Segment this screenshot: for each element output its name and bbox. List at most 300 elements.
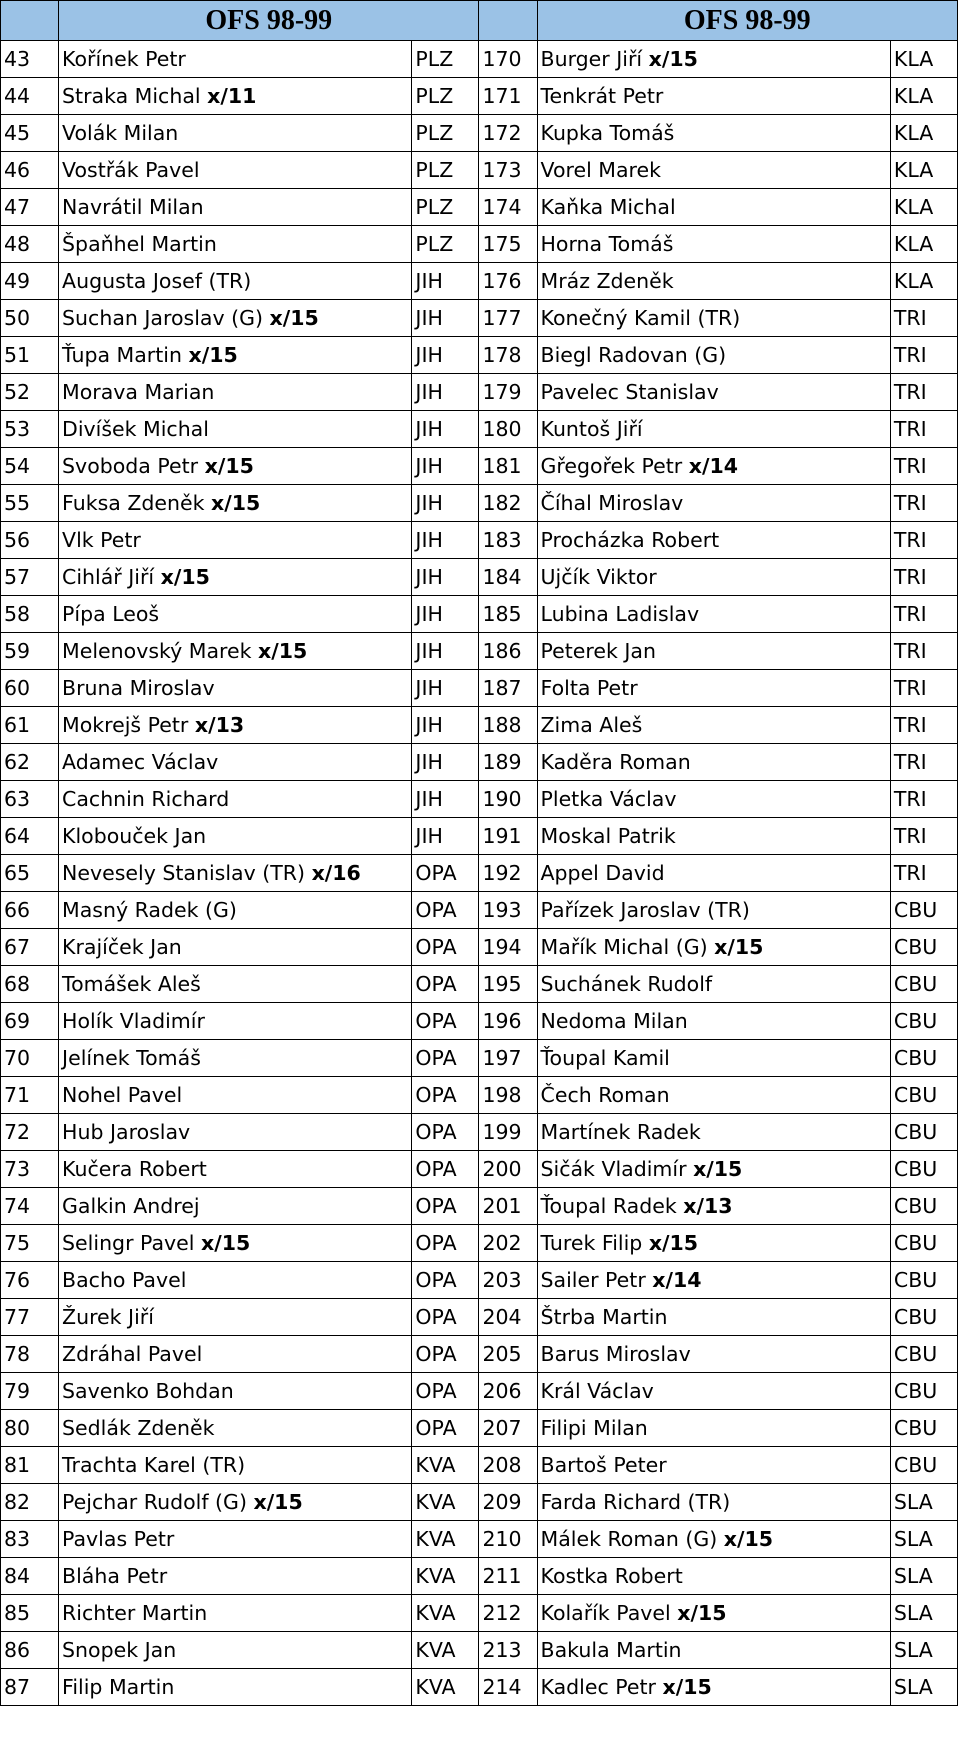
table-row	[1, 781, 958, 818]
left-number-cell: 84	[1, 1558, 59, 1595]
right-name-cell	[537, 929, 890, 966]
right-number-cell: 202	[479, 1225, 537, 1262]
left-club-cell: JIH	[412, 781, 479, 818]
left-name-cell	[59, 633, 412, 670]
right-name-cell	[537, 300, 890, 337]
right-club-cell: CBU	[890, 1225, 957, 1262]
left-name-cell	[59, 707, 412, 744]
player-name: Mokrejš Petr	[62, 713, 189, 737]
left-name-cell	[59, 855, 412, 892]
right-name-cell	[537, 152, 890, 189]
left-number-cell: 54	[1, 448, 59, 485]
header-spacer	[479, 1, 537, 41]
mark-label: x/15	[677, 1601, 727, 1625]
player-name: Moskal Patrik	[540, 824, 676, 848]
right-name-cell	[537, 78, 890, 115]
right-club-cell: SLA	[890, 1558, 957, 1595]
right-number-cell: 212	[479, 1595, 537, 1632]
right-club-cell: KLA	[890, 115, 957, 152]
left-name-cell	[59, 818, 412, 855]
right-club-cell: TRI	[890, 781, 957, 818]
left-number-cell: 80	[1, 1410, 59, 1447]
right-club-cell: CBU	[890, 1447, 957, 1484]
right-number-cell: 211	[479, 1558, 537, 1595]
right-club-cell: KLA	[890, 263, 957, 300]
left-club-cell: OPA	[412, 1188, 479, 1225]
right-name-cell	[537, 485, 890, 522]
player-name: Ťoupal Kamil	[540, 1046, 670, 1070]
player-name: Čech Roman	[540, 1083, 670, 1107]
right-name-cell	[537, 633, 890, 670]
right-club-cell: KLA	[890, 78, 957, 115]
player-name: Bartoš Peter	[540, 1453, 667, 1477]
left-name-cell	[59, 448, 412, 485]
player-name: Nevesely Stanislav (TR)	[62, 861, 306, 885]
left-number-cell: 68	[1, 966, 59, 1003]
left-name-cell	[59, 1669, 412, 1706]
right-club-cell: CBU	[890, 1262, 957, 1299]
player-name: Kupka Tomáš	[540, 121, 675, 145]
mark-label: x/15	[648, 47, 698, 71]
player-name: Konečný Kamil (TR)	[540, 306, 741, 330]
right-name-cell	[537, 115, 890, 152]
left-number-cell: 45	[1, 115, 59, 152]
left-name-cell	[59, 1447, 412, 1484]
right-number-cell: 213	[479, 1632, 537, 1669]
left-name-cell	[59, 1188, 412, 1225]
right-name-cell	[537, 263, 890, 300]
player-name: Horna Tomáš	[540, 232, 674, 256]
right-club-cell: SLA	[890, 1484, 957, 1521]
player-name: Kostka Robert	[540, 1564, 683, 1588]
left-club-cell: OPA	[412, 1299, 479, 1336]
player-name: Vostřák Pavel	[62, 158, 200, 182]
left-number-cell: 57	[1, 559, 59, 596]
player-name: Biegl Radovan (G)	[540, 343, 727, 367]
left-club-cell: KVA	[412, 1632, 479, 1669]
left-number-cell: 73	[1, 1151, 59, 1188]
right-name-cell	[537, 1299, 890, 1336]
player-name: Volák Milan	[62, 121, 179, 145]
left-name-cell	[59, 1484, 412, 1521]
mark-label: x/15	[201, 1231, 251, 1255]
right-club-cell: KLA	[890, 226, 957, 263]
mark-label: x/16	[311, 861, 361, 885]
table-row	[1, 411, 958, 448]
table-row	[1, 633, 958, 670]
table-row	[1, 596, 958, 633]
right-number-cell: 188	[479, 707, 537, 744]
left-number-cell: 85	[1, 1595, 59, 1632]
left-club-cell: OPA	[412, 1262, 479, 1299]
table-row	[1, 189, 958, 226]
table-row	[1, 1595, 958, 1632]
right-number-cell: 177	[479, 300, 537, 337]
player-name: Melenovský Marek	[62, 639, 252, 663]
right-club-cell: CBU	[890, 1077, 957, 1114]
right-number-cell: 182	[479, 485, 537, 522]
table-row	[1, 1669, 958, 1706]
player-name: Mráz Zdeněk	[540, 269, 674, 293]
right-number-cell: 172	[479, 115, 537, 152]
player-name: Kadlec Petr	[540, 1675, 656, 1699]
player-name: Burger Jiří	[540, 47, 643, 71]
table-row	[1, 448, 958, 485]
left-name-cell	[59, 892, 412, 929]
left-name-cell	[59, 1521, 412, 1558]
table-row	[1, 152, 958, 189]
right-club-cell: TRI	[890, 633, 957, 670]
player-name: Tenkrát Petr	[540, 84, 664, 108]
player-name: Mařík Michal (G)	[540, 935, 708, 959]
right-name-cell	[537, 337, 890, 374]
left-club-cell: OPA	[412, 1003, 479, 1040]
left-club-cell: OPA	[412, 929, 479, 966]
right-name-cell	[537, 1669, 890, 1706]
right-name-cell	[537, 818, 890, 855]
right-name-cell	[537, 1077, 890, 1114]
right-number-cell: 197	[479, 1040, 537, 1077]
right-name-cell	[537, 1632, 890, 1669]
table-row	[1, 1632, 958, 1669]
player-name: Sailer Petr	[540, 1268, 646, 1292]
left-club-cell: JIH	[412, 485, 479, 522]
player-name: Král Václav	[540, 1379, 654, 1403]
left-number-cell: 81	[1, 1447, 59, 1484]
right-club-cell: TRI	[890, 855, 957, 892]
left-number-cell: 63	[1, 781, 59, 818]
left-club-cell: OPA	[412, 1114, 479, 1151]
right-number-cell: 179	[479, 374, 537, 411]
table-row	[1, 1225, 958, 1262]
table-row	[1, 1040, 958, 1077]
mark-label: x/15	[648, 1231, 699, 1255]
player-name: Bacho Pavel	[62, 1268, 187, 1292]
player-name: Číhal Miroslav	[540, 491, 684, 515]
right-name-cell	[537, 1521, 890, 1558]
right-number-cell: 173	[479, 152, 537, 189]
right-number-cell: 178	[479, 337, 537, 374]
table-row	[1, 485, 958, 522]
player-name: Kučera Robert	[62, 1157, 207, 1181]
player-name: Selingr Pavel	[62, 1231, 195, 1255]
right-club-cell: TRI	[890, 337, 957, 374]
right-club-cell: TRI	[890, 559, 957, 596]
right-club-cell: TRI	[890, 448, 957, 485]
right-name-cell	[537, 855, 890, 892]
left-club-cell: JIH	[412, 522, 479, 559]
table-row	[1, 374, 958, 411]
player-name: Hub Jaroslav	[62, 1120, 191, 1144]
player-name: Filip Martin	[62, 1675, 175, 1699]
table-row	[1, 707, 958, 744]
right-number-cell: 207	[479, 1410, 537, 1447]
player-name: Cachnin Richard	[62, 787, 230, 811]
left-name-cell	[59, 1262, 412, 1299]
left-number-cell: 51	[1, 337, 59, 374]
right-number-cell: 174	[479, 189, 537, 226]
left-name-cell	[59, 1373, 412, 1410]
mark-label: x/15	[269, 306, 319, 330]
table-row	[1, 1373, 958, 1410]
left-number-cell: 60	[1, 670, 59, 707]
left-number-cell: 43	[1, 41, 59, 78]
player-name: Špaňhel Martin	[62, 232, 217, 256]
left-club-cell: OPA	[412, 966, 479, 1003]
right-name-cell	[537, 189, 890, 226]
right-number-cell: 203	[479, 1262, 537, 1299]
right-name-cell	[537, 1225, 890, 1262]
player-name: Folta Petr	[540, 676, 638, 700]
table-row	[1, 41, 958, 78]
player-name: Kaňka Michal	[540, 195, 676, 219]
left-club-cell: JIH	[412, 374, 479, 411]
left-club-cell: JIH	[412, 263, 479, 300]
left-number-cell: 70	[1, 1040, 59, 1077]
right-club-cell: TRI	[890, 818, 957, 855]
mark-label: x/13	[194, 713, 245, 737]
right-name-cell	[537, 1040, 890, 1077]
right-number-cell: 181	[479, 448, 537, 485]
left-number-cell: 67	[1, 929, 59, 966]
right-name-cell	[537, 41, 890, 78]
right-name-cell	[537, 744, 890, 781]
right-number-cell: 214	[479, 1669, 537, 1706]
right-name-cell	[537, 559, 890, 596]
right-number-cell: 170	[479, 41, 537, 78]
left-club-cell: PLZ	[412, 78, 479, 115]
left-number-cell: 83	[1, 1521, 59, 1558]
right-number-cell: 189	[479, 744, 537, 781]
right-name-cell	[537, 1151, 890, 1188]
right-number-cell: 183	[479, 522, 537, 559]
player-name: Vlk Petr	[62, 528, 141, 552]
player-name: Barus Miroslav	[540, 1342, 691, 1366]
right-number-cell: 185	[479, 596, 537, 633]
player-name: Kuntoš Jiří	[540, 417, 643, 441]
left-name-cell	[59, 522, 412, 559]
table-row	[1, 226, 958, 263]
left-name-cell	[59, 78, 412, 115]
player-name: Pletka Václav	[540, 787, 677, 811]
table-row	[1, 337, 958, 374]
player-name: Snopek Jan	[62, 1638, 177, 1662]
mark-label: x/15	[693, 1157, 743, 1181]
left-club-cell: KVA	[412, 1521, 479, 1558]
left-number-cell: 69	[1, 1003, 59, 1040]
right-name-cell	[537, 1558, 890, 1595]
right-title: OFS 98-99	[537, 1, 957, 41]
player-name: Farda Richard (TR)	[540, 1490, 731, 1514]
left-number-cell: 48	[1, 226, 59, 263]
left-number-cell: 75	[1, 1225, 59, 1262]
left-name-cell	[59, 337, 412, 374]
right-name-cell	[537, 670, 890, 707]
right-number-cell: 186	[479, 633, 537, 670]
player-name: Augusta Josef (TR)	[62, 269, 252, 293]
right-number-cell: 187	[479, 670, 537, 707]
left-number-cell: 58	[1, 596, 59, 633]
player-name: Pavlas Petr	[62, 1527, 175, 1551]
left-number-cell: 56	[1, 522, 59, 559]
mark-label: x/15	[204, 454, 254, 478]
left-name-cell	[59, 300, 412, 337]
left-name-cell	[59, 189, 412, 226]
right-number-cell: 206	[479, 1373, 537, 1410]
player-name: Ťupa Martin	[62, 343, 182, 367]
player-name: Holík Vladimír	[62, 1009, 205, 1033]
right-club-cell: CBU	[890, 1373, 957, 1410]
table-row	[1, 1299, 958, 1336]
player-name: Kolařík Pavel	[540, 1601, 671, 1625]
left-name-cell	[59, 226, 412, 263]
right-number-cell: 209	[479, 1484, 537, 1521]
table-row	[1, 966, 958, 1003]
player-name: Zima Aleš	[540, 713, 643, 737]
mark-label: x/15	[723, 1527, 774, 1551]
left-number-cell: 86	[1, 1632, 59, 1669]
right-club-cell: KLA	[890, 41, 957, 78]
table-row	[1, 818, 958, 855]
right-name-cell	[537, 226, 890, 263]
player-name: Appel David	[540, 861, 665, 885]
player-name: Bakula Martin	[540, 1638, 682, 1662]
right-club-cell: SLA	[890, 1521, 957, 1558]
right-club-cell: TRI	[890, 670, 957, 707]
player-name: Trachta Karel (TR)	[62, 1453, 246, 1477]
table-row	[1, 559, 958, 596]
right-club-cell: SLA	[890, 1595, 957, 1632]
table-row	[1, 1077, 958, 1114]
right-name-cell	[537, 966, 890, 1003]
left-title: OFS 98-99	[59, 1, 479, 41]
player-name: Gřegořek Petr	[540, 454, 683, 478]
right-club-cell: CBU	[890, 1151, 957, 1188]
left-club-cell: PLZ	[412, 41, 479, 78]
left-name-cell	[59, 1410, 412, 1447]
right-number-cell: 175	[479, 226, 537, 263]
left-name-cell	[59, 1299, 412, 1336]
player-name: Vorel Marek	[540, 158, 662, 182]
right-number-cell: 180	[479, 411, 537, 448]
right-name-cell	[537, 1595, 890, 1632]
left-number-cell: 62	[1, 744, 59, 781]
player-name: Tomášek Aleš	[62, 972, 201, 996]
table-row	[1, 892, 958, 929]
left-name-cell	[59, 263, 412, 300]
player-name: Bláha Petr	[62, 1564, 168, 1588]
table-row	[1, 929, 958, 966]
right-number-cell: 200	[479, 1151, 537, 1188]
left-name-cell	[59, 1336, 412, 1373]
left-number-cell: 65	[1, 855, 59, 892]
left-name-cell	[59, 115, 412, 152]
left-name-cell	[59, 1595, 412, 1632]
table-row	[1, 744, 958, 781]
player-name: Nohel Pavel	[62, 1083, 183, 1107]
right-club-cell: TRI	[890, 300, 957, 337]
right-club-cell: KLA	[890, 152, 957, 189]
mark-label: x/11	[207, 84, 257, 108]
left-number-cell: 87	[1, 1669, 59, 1706]
right-number-cell: 176	[479, 263, 537, 300]
table-row	[1, 522, 958, 559]
left-name-cell	[59, 670, 412, 707]
left-club-cell: KVA	[412, 1558, 479, 1595]
left-club-cell: JIH	[412, 744, 479, 781]
left-name-cell	[59, 1003, 412, 1040]
player-name: Nedoma Milan	[540, 1009, 688, 1033]
player-name: Bruna Miroslav	[62, 676, 215, 700]
right-club-cell: TRI	[890, 596, 957, 633]
table-row	[1, 1558, 958, 1595]
left-number-cell: 76	[1, 1262, 59, 1299]
player-name: Ťoupal Radek	[540, 1194, 677, 1218]
player-name: Svoboda Petr	[62, 454, 199, 478]
table-row	[1, 115, 958, 152]
right-name-cell	[537, 1114, 890, 1151]
left-club-cell: PLZ	[412, 189, 479, 226]
table-row	[1, 1003, 958, 1040]
left-club-cell: JIH	[412, 337, 479, 374]
left-club-cell: OPA	[412, 855, 479, 892]
left-club-cell: JIH	[412, 633, 479, 670]
left-name-cell	[59, 1077, 412, 1114]
left-club-cell: OPA	[412, 1373, 479, 1410]
player-name: Procházka Robert	[540, 528, 720, 552]
player-name: Peterek Jan	[540, 639, 656, 663]
right-name-cell	[537, 781, 890, 818]
player-name: Pavelec Stanislav	[540, 380, 719, 404]
left-number-cell: 78	[1, 1336, 59, 1373]
left-name-cell	[59, 966, 412, 1003]
left-club-cell: PLZ	[412, 115, 479, 152]
player-name: Ujčík Viktor	[540, 565, 657, 589]
right-name-cell	[537, 707, 890, 744]
left-name-cell	[59, 559, 412, 596]
left-number-cell: 44	[1, 78, 59, 115]
left-name-cell	[59, 596, 412, 633]
mark-label: x/14	[688, 454, 739, 478]
left-name-cell	[59, 1151, 412, 1188]
right-number-cell: 184	[479, 559, 537, 596]
player-name: Žurek Jiří	[62, 1305, 154, 1329]
table-row	[1, 1484, 958, 1521]
mark-label: x/15	[211, 491, 261, 515]
left-name-cell	[59, 1558, 412, 1595]
left-number-cell: 55	[1, 485, 59, 522]
table-row	[1, 78, 958, 115]
player-name: Pejchar Rudolf (G)	[62, 1490, 247, 1514]
left-club-cell: OPA	[412, 1410, 479, 1447]
left-name-cell	[59, 929, 412, 966]
right-name-cell	[537, 411, 890, 448]
left-number-cell: 53	[1, 411, 59, 448]
left-name-cell	[59, 374, 412, 411]
left-number-cell: 52	[1, 374, 59, 411]
left-name-cell	[59, 781, 412, 818]
player-name: Kořínek Petr	[62, 47, 186, 71]
header-spacer	[1, 1, 59, 41]
right-name-cell	[537, 892, 890, 929]
right-name-cell	[537, 596, 890, 633]
table-row	[1, 300, 958, 337]
left-number-cell: 71	[1, 1077, 59, 1114]
table-row	[1, 670, 958, 707]
table-row	[1, 1262, 958, 1299]
right-number-cell: 205	[479, 1336, 537, 1373]
left-number-cell: 61	[1, 707, 59, 744]
